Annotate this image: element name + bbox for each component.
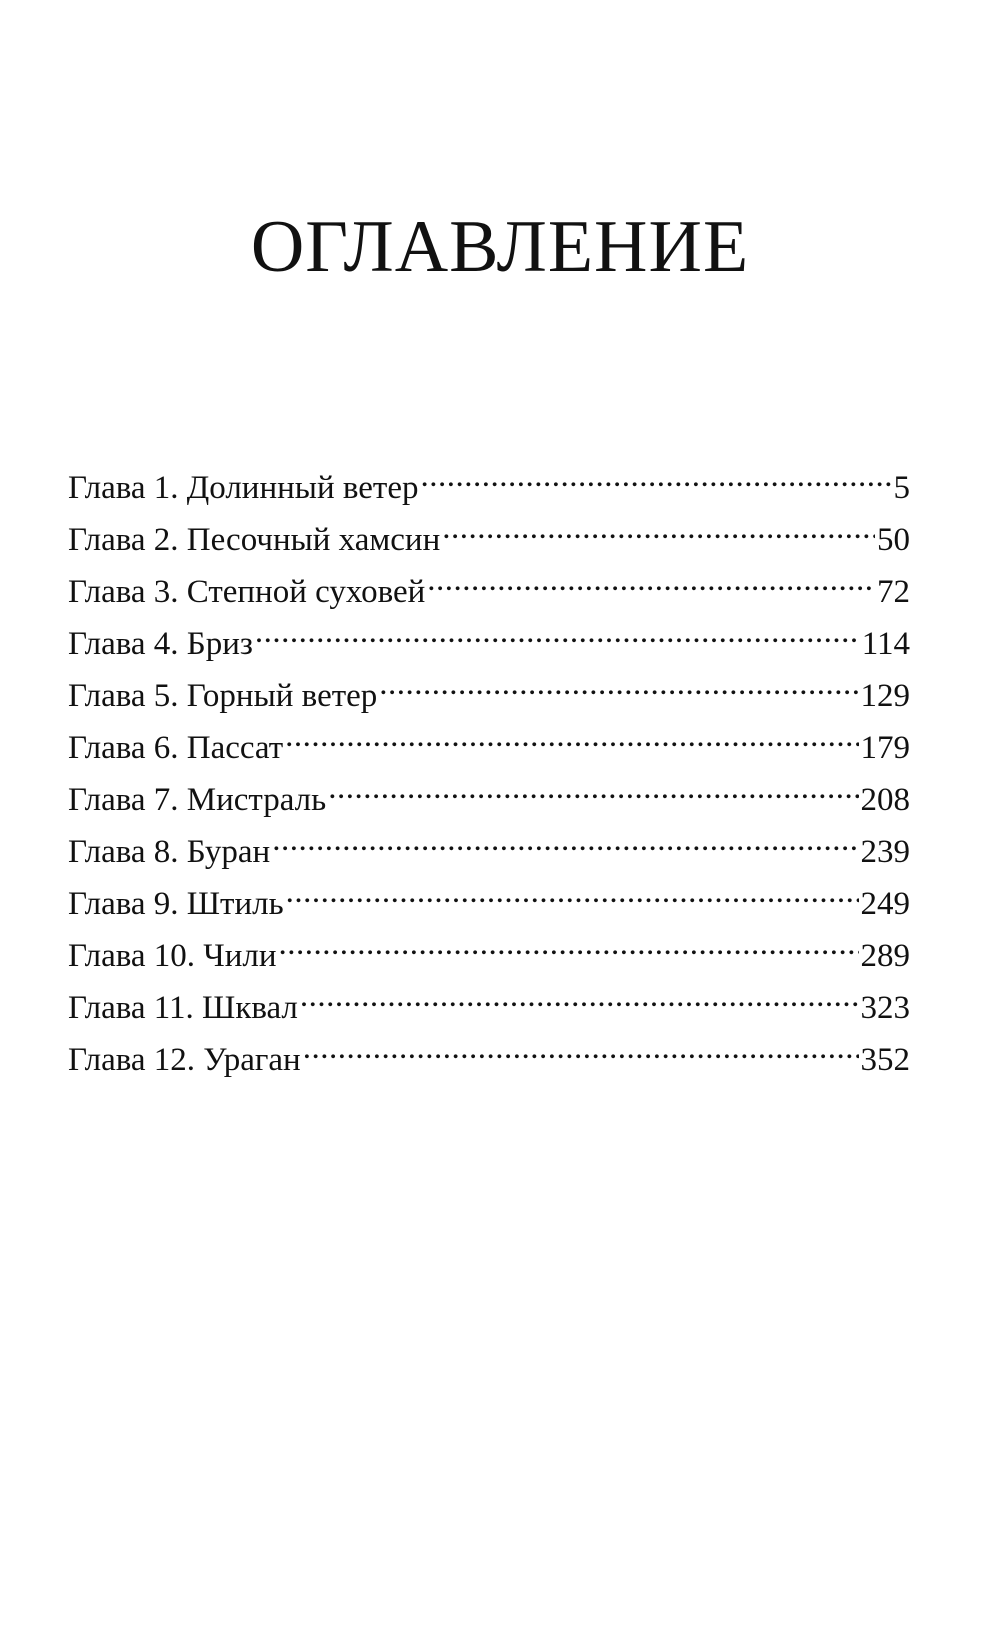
toc-entry-title: Глава 3. Степной суховей (68, 574, 426, 610)
toc-entry-title: Глава 11. Шквал (68, 990, 298, 1026)
toc-entry-page: 50 (877, 522, 910, 558)
toc-entry[interactable] (68, 774, 910, 826)
toc-dot-leader (303, 1036, 859, 1070)
toc-dot-leader (300, 984, 859, 1018)
toc-entry-title: Глава 12. Ураган (68, 1042, 301, 1078)
toc-entry[interactable] (68, 826, 910, 878)
toc-entry-page: 208 (860, 782, 910, 818)
toc-entry-title: Глава 5. Горный ветер (68, 678, 378, 714)
toc-dot-leader (427, 568, 875, 602)
toc-dot-leader (255, 620, 860, 654)
toc-dot-leader (379, 672, 858, 706)
toc-entry-page: 323 (860, 990, 910, 1026)
toc-entry-title: Глава 1. Долинный ветер (68, 470, 419, 506)
toc-entry-title: Глава 10. Чили (68, 938, 277, 974)
toc-entry-page: 5 (893, 470, 910, 506)
toc-entry[interactable] (68, 722, 910, 774)
toc-entry-title: Глава 2. Песочный хамсин (68, 522, 441, 558)
toc-entry-title: Глава 7. Мистраль (68, 782, 327, 818)
toc-dot-leader (286, 880, 859, 914)
toc-entry-page: 289 (860, 938, 910, 974)
toc-entry[interactable] (68, 514, 910, 566)
toc-entry[interactable] (68, 566, 910, 618)
toc-entry-page: 179 (860, 730, 910, 766)
toc-entry-page: 129 (860, 678, 910, 714)
toc-entry[interactable] (68, 618, 910, 670)
toc-entry[interactable] (68, 670, 910, 722)
table-of-contents (68, 462, 910, 1086)
toc-entry[interactable] (68, 462, 910, 514)
toc-entry-page: 114 (861, 626, 910, 662)
toc-dot-leader (279, 932, 859, 966)
toc-entry-title: Глава 6. Пассат (68, 730, 284, 766)
toc-entry-title: Глава 4. Бриз (68, 626, 253, 662)
toc-entry[interactable] (68, 1034, 910, 1086)
toc-dot-leader (442, 516, 875, 550)
toc-entry-title: Глава 8. Буран (68, 834, 271, 870)
toc-entry-title: Глава 9. Штиль (68, 886, 284, 922)
toc-entry[interactable] (68, 982, 910, 1034)
toc-entry[interactable] (68, 930, 910, 982)
toc-dot-leader (285, 724, 858, 758)
toc-entry[interactable] (68, 878, 910, 930)
toc-dot-leader (328, 776, 858, 810)
toc-entry-page: 352 (860, 1042, 910, 1078)
toc-entry-page: 239 (860, 834, 910, 870)
toc-dot-leader (420, 464, 891, 498)
toc-entry-page: 72 (877, 574, 910, 610)
toc-dot-leader (272, 828, 858, 862)
toc-entry-page: 249 (860, 886, 910, 922)
page-title: ОГЛАВЛЕНИЕ (250, 206, 750, 288)
